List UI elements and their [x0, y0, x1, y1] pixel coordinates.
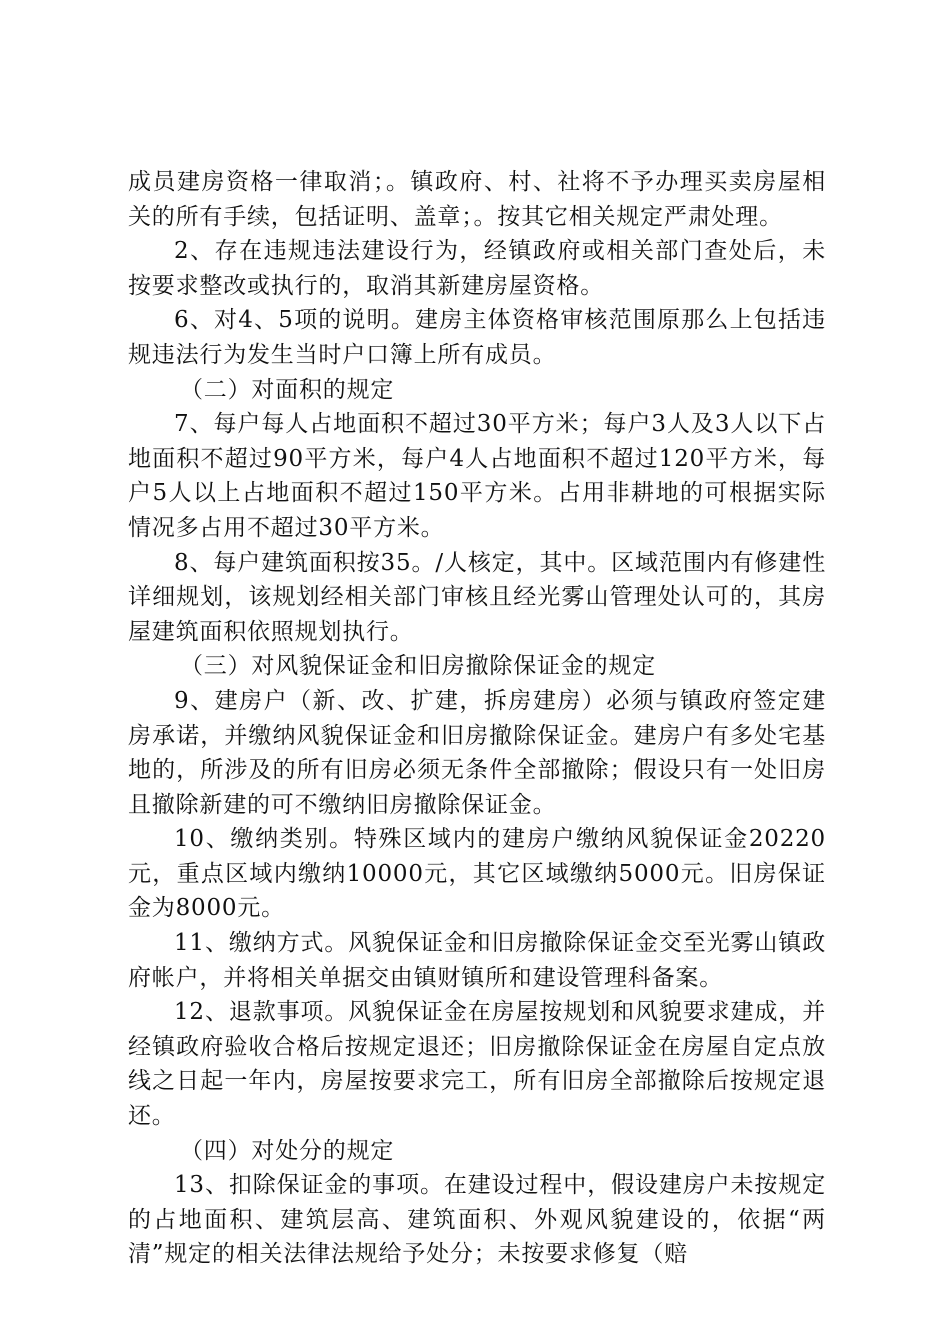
section-heading-penalty: （四）对处分的规定 — [180, 1137, 395, 1164]
paragraph-item-12: 12、退款事项。风貌保证金在房屋按规划和风貌要求建成，并经镇政府验收合格后按规定退还；旧房撤除保证金在房屋自定点放线之日起一年内，房屋按要求完工，所有旧房全部撤除后按规定退还。 — [128, 999, 826, 1130]
paragraph-item-7: 7、每户每人占地面积不超过30平方米；每户3人及3人以下占地面积不超过90平方米，每户4人占地面积不超过120平方米，每户5人以上占地面积不超过150平方米。占用非耕地的可根据实际情况多占用不超过30平方米。 — [128, 411, 826, 541]
section-heading-area: （二）对面积的规定 — [180, 376, 395, 403]
section-heading-deposit: （三）对风貌保证金和旧房撤除保证金的规定 — [180, 653, 656, 680]
paragraph-item-13: 13、扣除保证金的事项。在建设过程中，假设建房户未按规定的占地面积、建筑层高、建筑面积、外观风貌建设的，依据“两清”规定的相关法律法规给予处分；未按要求修复（赔 — [128, 1172, 826, 1268]
document-body — [128, 165, 826, 1272]
paragraph-item-8: 8、每户建筑面积按35。/人核定，其中。区域范围内有修建性详细规划，该规划经相关部门审核且经光雾山管理处认可的，其房屋建筑面积依照规划执行。 — [128, 549, 826, 645]
paragraph-item-11: 11、缴纳方式。风貌保证金和旧房撤除保证金交至光雾山镇政府帐户，并将相关单据交由镇财镇所和建设管理科备案。 — [128, 930, 826, 991]
paragraph-item-6: 6、对4、5项的说明。建房主体资格审核范围原那么上包括违规违法行为发生当时户口簿上所有成员。 — [128, 307, 826, 368]
paragraph-item-10: 10、缴纳类别。特殊区域内的建房户缴纳风貌保证金20220元，重点区域内缴纳10000元，其它区域缴纳5000元。旧房保证金为8000元。 — [128, 826, 826, 922]
paragraph-item-2: 2、存在违规违法建设行为，经镇政府或相关部门查处后，未按要求整改或执行的，取消其新建房屋资格。 — [128, 238, 826, 299]
paragraph-continuation: 成员建房资格一律取消；。镇政府、村、社将不予办理买卖房屋相关的所有手续，包括证明、盖章；。按其它相关规定严肃处理。 — [128, 169, 826, 230]
paragraph-item-9: 9、建房户（新、改、扩建，拆房建房）必须与镇政府签定建房承诺，并缴纳风貌保证金和旧房撤除保证金。建房户有多处宅基地的，所涉及的所有旧房必须无条件全部撤除；假设只有一处旧房且撤除新建的可不缴纳旧房撤除保证金。 — [128, 687, 826, 818]
